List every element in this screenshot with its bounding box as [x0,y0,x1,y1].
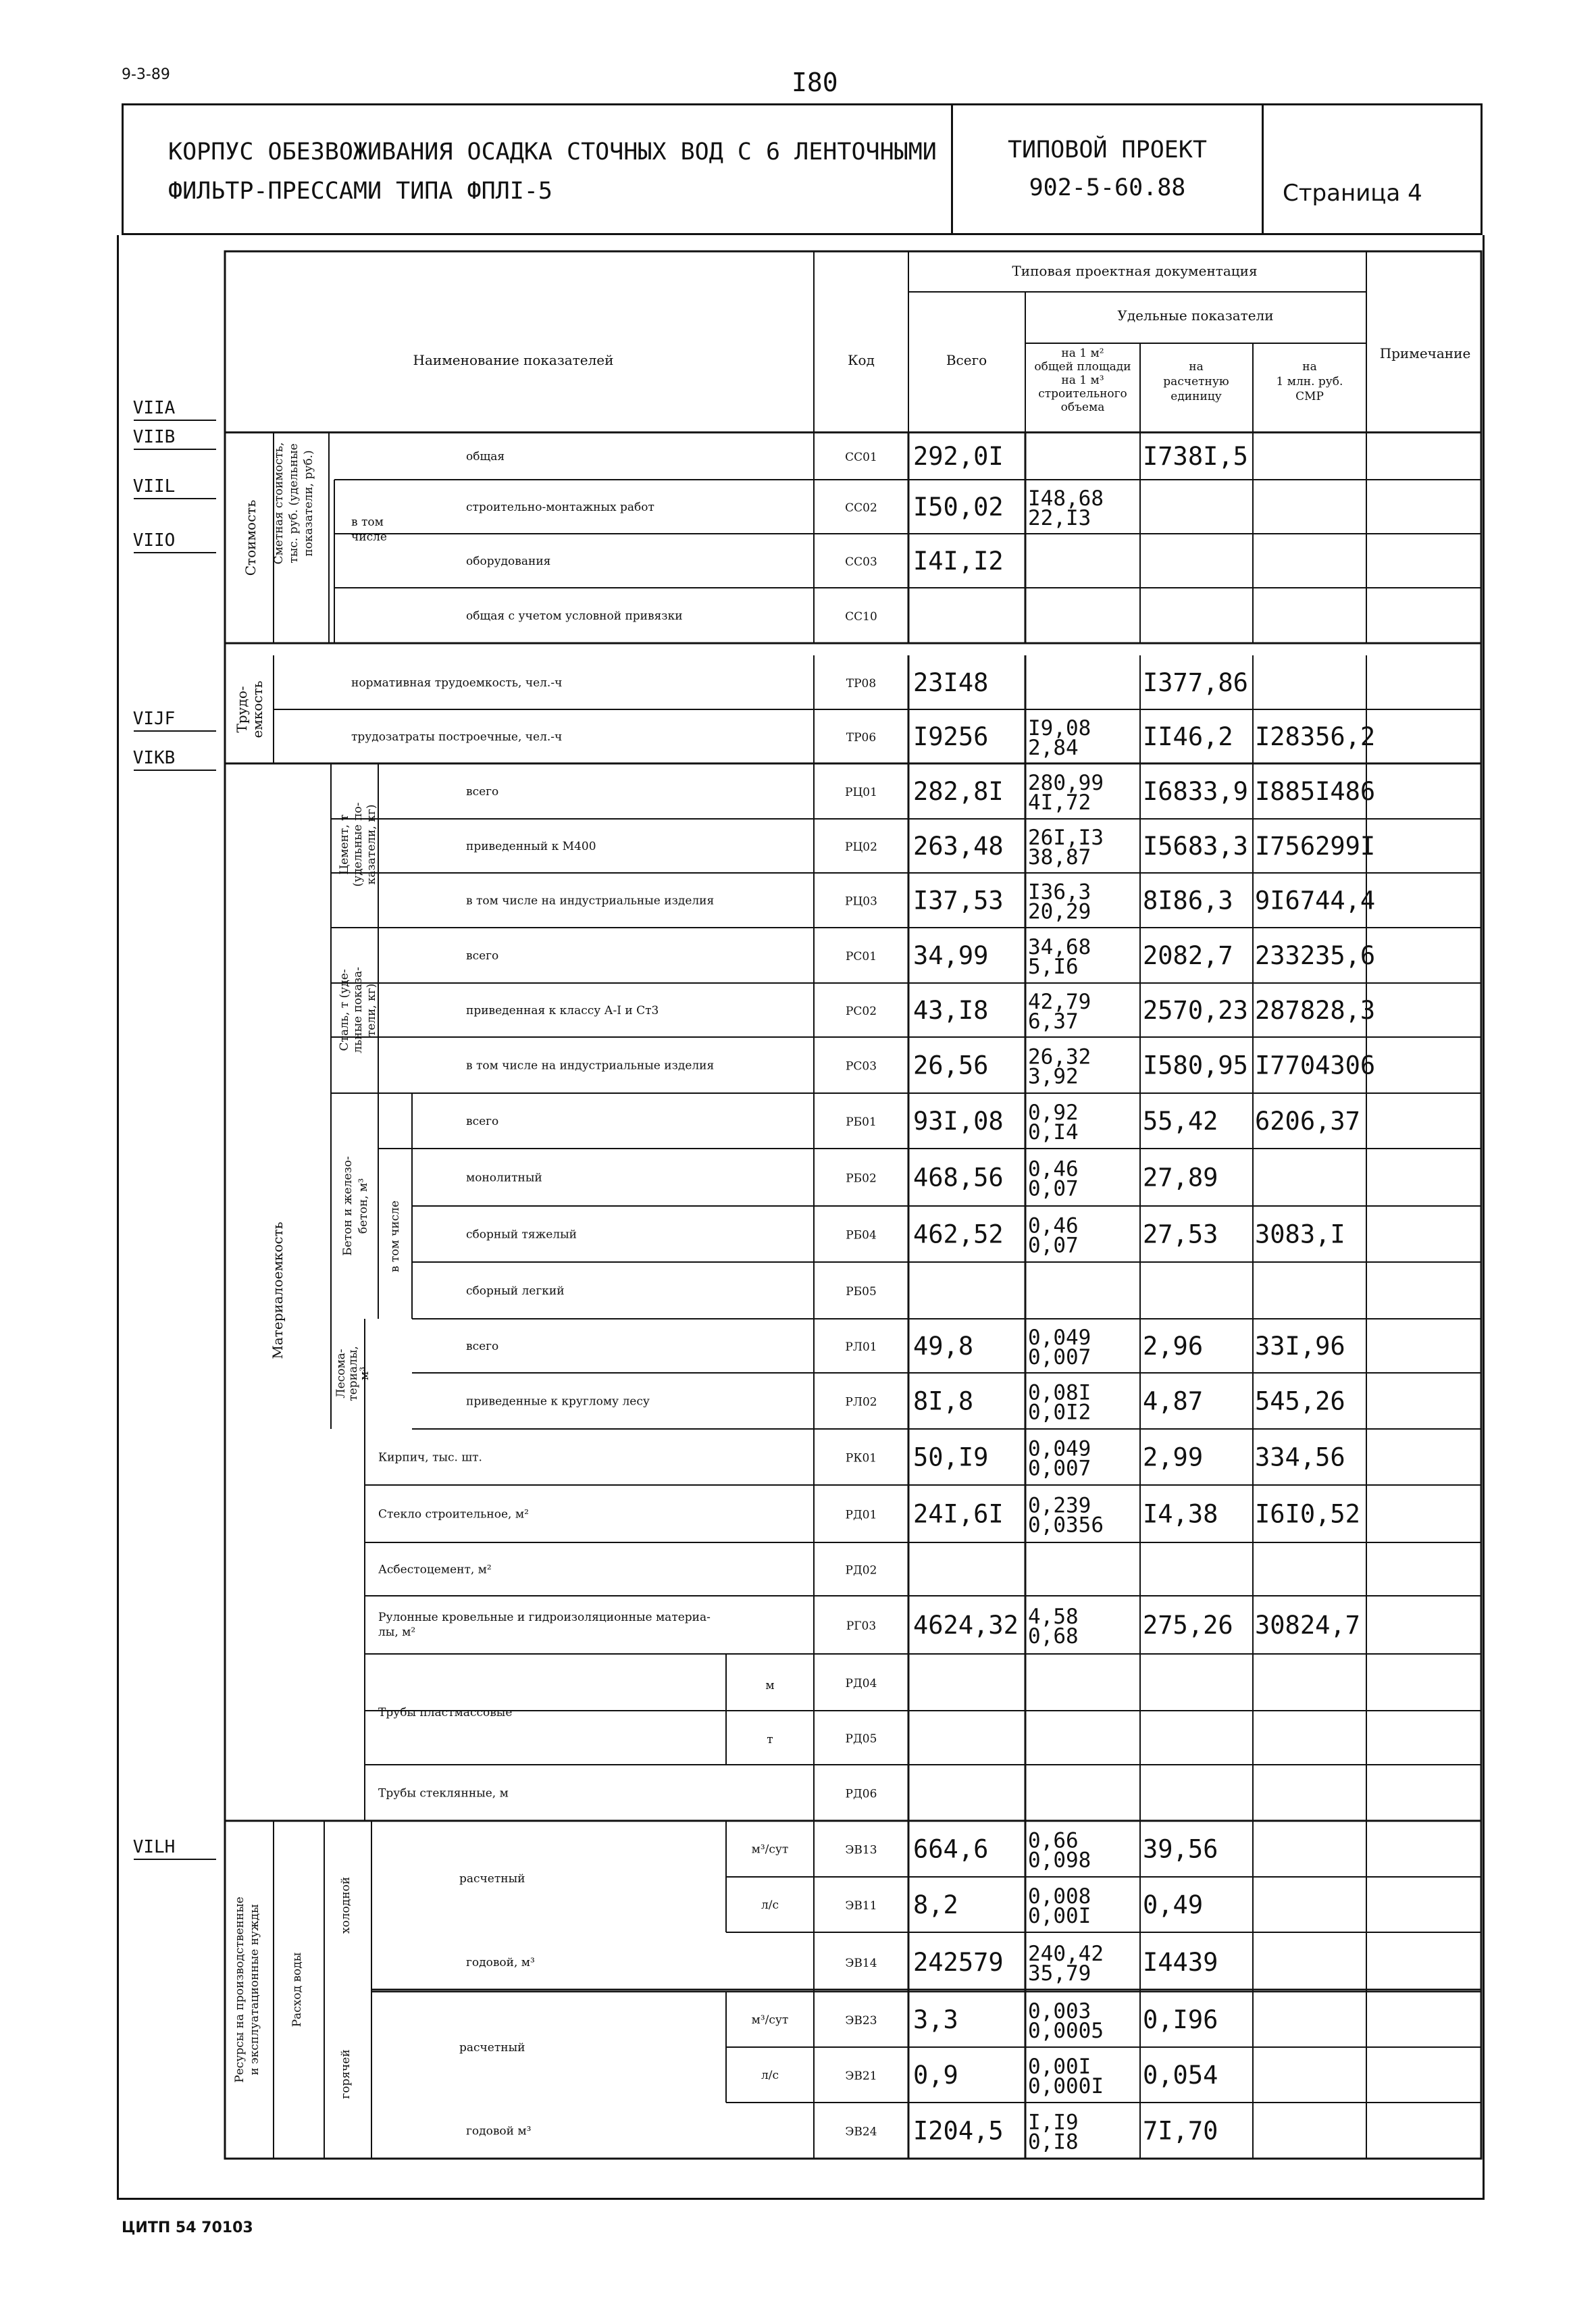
indicator-name: Кирпич, тыс. шт. [378,1451,482,1465]
value-total: 50,I9 [913,1442,989,1472]
col-header-per-unit: расчетную [1163,375,1229,388]
title-line-1: КОРПУС ОБЕЗВОЖИВАНИЯ ОСАДКА СТОЧНЫХ ВОД С 6 ЛЕНТОЧНЫМИ [168,139,937,166]
col-header-per-unit: единицу [1170,390,1222,403]
value-per-m3: 0,007 [1028,1345,1091,1369]
margin-label: VIIO [132,530,176,551]
value-total: I50,02 [913,493,1004,522]
group-label-cost: тыс. руб. (удельные [287,443,301,563]
value-per-m2: I48,68 [1028,486,1104,511]
page-number: I80 [792,68,838,97]
value-per-m2: 0,92 [1028,1101,1079,1125]
indicator-code: РК01 [845,1451,877,1465]
value-total: 93I,08 [913,1107,1004,1136]
group-label-wood: Лесома- [334,1349,348,1399]
title-line-2: ФИЛЬТР-ПРЕССАМИ ТИПА ФПЛI-5 [168,178,552,205]
indicator-name: годовой, м³ [466,1956,535,1969]
value-per-m3: 0,0356 [1028,1513,1104,1538]
value-total: 4624,32 [913,1611,1019,1640]
value-per-m2: 0,003 [1028,1999,1091,2023]
value-per-mln: 9I6744,4 [1255,886,1376,915]
value-per-m3: 0,007 [1028,1456,1091,1481]
value-per-m3: 5,I6 [1028,955,1079,979]
col-header-total: Всего [946,352,987,368]
value-per-unit: 0,I96 [1143,2005,1218,2034]
indicator-code: РБ04 [846,1228,877,1242]
group-label-concrete: бетон, м³ [357,1178,370,1234]
indicator-code: РБ05 [846,1285,877,1299]
value-total: 26,56 [913,1051,989,1080]
value-per-m2: 240,42 [1028,1942,1104,1966]
value-per-mln: I6I0,52 [1255,1499,1360,1529]
value-per-m3: 35,79 [1028,1961,1091,1986]
value-total: 664,6 [913,1834,989,1864]
indicator-code: РД02 [845,1563,877,1578]
col-header-code: Код [848,352,875,368]
value-per-m2: I,I9 [1028,2110,1079,2135]
value-total: 49,8 [913,1332,974,1361]
value-per-unit: I4,38 [1143,1499,1218,1529]
value-per-m2: 4,58 [1028,1605,1079,1629]
value-per-m2: 26,32 [1028,1045,1091,1070]
indicator-name: Трубы стеклянные, м [378,1786,509,1801]
value-per-unit: 2570,23 [1143,996,1248,1025]
value-per-m3: 22,I3 [1028,506,1091,530]
col-header-per-m2: общей площади [1034,360,1131,374]
group-label-water: Расход воды [290,1952,304,2028]
value-total: 8,2 [913,1890,958,1919]
footer-code: ЦИТП 54 70103 [122,2219,253,2236]
value-total: 24I,6I [913,1499,1004,1529]
indicator-code: РД04 [845,1677,877,1690]
group-label-steel: Сталь, т (уде- [338,969,351,1051]
value-per-unit: 8I86,3 [1143,886,1233,915]
value-per-unit: 4,87 [1143,1386,1204,1416]
value-per-mln: 233235,6 [1255,941,1376,970]
indicator-name: общая с учетом условной привязки [466,609,683,623]
indicator-name: Рулонные кровельные и гидроизоляционные материа- [378,1611,711,1624]
value-per-m2: 0,46 [1028,1213,1079,1238]
value-per-m2: 34,68 [1028,935,1091,959]
value-per-m3: 0,68 [1028,1624,1079,1649]
indicator-name: годовой м³ [466,2124,532,2138]
col-header-per-m2: на 1 м³ [1061,374,1104,387]
value-per-m3: 0,000I [1028,2074,1104,2098]
col-header-specific: Удельные показатели [1117,307,1274,324]
indicator-code: РС01 [845,950,877,963]
group-label-steel: льные показа- [351,967,365,1053]
indicator-code: ЭВ24 [845,2125,877,2139]
value-per-unit: I738I,5 [1143,442,1248,471]
indicator-name: Асбестоцемент, м² [378,1563,492,1577]
value-per-mln: I885I486 [1255,777,1376,806]
value-per-m3: 4I,72 [1028,790,1091,815]
page-label: Страница 4 [1283,180,1422,207]
value-per-mln: 334,56 [1255,1442,1345,1472]
indicator-code: ЭВ13 [845,1843,877,1857]
indicator-name: строительно-монтажных работ [466,501,654,514]
col-header-per-m2: на 1 м² [1061,347,1104,360]
group-label-resources: и эксплуатационные нужды [248,1904,261,2076]
group-label-wood: териалы, [346,1346,360,1401]
value-per-unit: 2082,7 [1143,941,1233,970]
col-header-per-mln: СМР [1295,390,1324,403]
margin-label: VIJF [132,709,176,729]
col-header-name: Наименование показателей [413,352,614,368]
value-per-unit: II46,2 [1143,722,1233,751]
value-per-m3: 0,07 [1028,1233,1079,1258]
value-per-m2: I36,3 [1028,880,1091,905]
group-label-wood: м³ [358,1366,371,1381]
value-total: 34,99 [913,941,989,970]
value-total: I37,53 [913,886,1004,915]
unit-label: т [767,1733,773,1746]
calc-cold-label: расчетный [459,1872,525,1886]
value-per-m3: 20,29 [1028,899,1091,924]
indicator-code: РБ01 [846,1115,877,1129]
col-header-group: Типовая проектная документация [1012,263,1258,279]
value-per-mln: I7704306 [1255,1051,1376,1080]
indicator-code: СС02 [845,501,877,515]
indicator-code: ЭВ14 [845,1957,877,1970]
value-per-mln: I756299I [1255,832,1376,861]
margin-label: VIIB [132,427,176,447]
unit-label: м [765,1679,775,1692]
value-per-m3: 0,0I2 [1028,1400,1091,1425]
value-per-mln: I28356,2 [1255,722,1376,751]
value-total: 292,0I [913,442,1004,471]
indicator-name: м³/сут [751,2013,789,2027]
group-label-steel: тели, кг) [365,983,378,1037]
value-per-mln: 545,26 [1255,1386,1345,1416]
value-total: 263,48 [913,832,1004,861]
value-per-m3: 0,07 [1028,1176,1079,1201]
indicator-name: приведенный к М400 [466,840,596,853]
indicator-name: приведенная к классу А-I и Ст3 [466,1004,659,1017]
calc-hot-label: расчетный [459,2041,525,2055]
group-label-cement: (удельные по- [351,802,365,887]
indicator-code: ЭВ23 [845,2014,877,2028]
value-total: 468,56 [913,1163,1004,1192]
value-total: I204,5 [913,2116,1004,2146]
indicator-code: РД05 [845,1732,877,1746]
group-label-concrete: Бетон и железо- [341,1156,355,1256]
indicator-code: СС01 [845,451,877,464]
group-label-incl: в том [351,515,384,529]
value-total: 462,52 [913,1219,1004,1249]
col-header-note: Примечание [1379,345,1471,361]
table-text [133,263,1471,2155]
value-per-m3: 0,0005 [1028,2019,1104,2043]
value-per-unit: 0,054 [1143,2061,1218,2090]
value-per-m2: 0,08I [1028,1380,1091,1405]
value-total: 282,8I [913,777,1004,806]
value-per-m3: 38,87 [1028,845,1091,870]
indicator-name: сборный легкий [466,1284,565,1298]
col-header-per-mln: на [1302,360,1317,374]
indicator-name: нормативная трудоемкость, чел.-ч [351,676,563,690]
margin-label: VIKB [132,748,176,768]
project-number: 902-5-60.88 [1029,174,1186,201]
indicator-code: ЭВ11 [845,1899,877,1913]
value-total: 8I,8 [913,1386,974,1416]
value-per-unit: I5683,3 [1143,832,1248,861]
indicator-code: РД06 [845,1787,877,1801]
indicator-name: м³/сут [751,1842,789,1857]
group-label-cement: казатели, кг) [365,804,378,885]
col-header-per-m2: строительного [1038,387,1127,401]
indicator-name: л/с [761,1898,779,1912]
value-per-mln: 6206,37 [1255,1107,1360,1136]
margin-label: VIIL [132,476,176,497]
value-per-m3: 0,I8 [1028,2130,1079,2155]
group-label-labor: емкость [249,680,265,738]
group-label-concrete-incl: в том числе [388,1200,402,1273]
indicator-name: монолитный [466,1171,542,1185]
value-per-m3: 0,00I [1028,1904,1091,1928]
value-per-unit: 2,96 [1143,1332,1204,1361]
value-total: I9256 [913,722,989,751]
margin-label: VIIA [132,398,176,418]
indicator-code: СС10 [845,610,877,624]
indicator-name: всего [466,949,499,963]
value-per-m3: 0,098 [1028,1848,1091,1873]
indicator-code: РС02 [845,1005,877,1018]
pipes-plastic-label: Трубы пластмассовые [378,1706,513,1719]
value-per-unit: I377,86 [1143,668,1248,697]
value-per-m2: I9,08 [1028,716,1091,740]
group-label-hot: горячей [339,2049,353,2099]
document-code: 9-3-89 [122,66,170,83]
value-per-unit: I4439 [1143,1948,1218,1977]
indicator-name: в том числе на индустриальные изделия [466,894,715,908]
indicator-name: в том числе на индустриальные изделия [466,1059,715,1073]
table-grid [134,251,1481,2159]
project-label: ТИПОВОЙ ПРОЕКТ [1007,136,1207,164]
value-per-m2: 42,79 [1028,990,1091,1014]
indicator-code: РГ03 [846,1619,877,1633]
value-per-m2: 0,049 [1028,1436,1091,1461]
indicator-name: трудозатраты построечные, чел.-ч [351,730,563,744]
value-total: 23I48 [913,668,989,697]
margin-label: VILH [132,1837,176,1857]
indicator-name: Стекло строительное, м² [378,1507,529,1521]
value-per-unit: 55,42 [1143,1107,1218,1136]
value-per-m3: 2,84 [1028,736,1079,760]
indicator-name: лы, м² [378,1626,416,1639]
indicator-code: РД01 [845,1508,877,1522]
indicator-name: всего [466,1115,499,1128]
value-total: 0,9 [913,2061,958,2090]
value-per-m2: 0,00I [1028,2055,1091,2079]
group-label-resources: Ресурсы на производственные [233,1896,247,2083]
indicator-code: РЛ01 [845,1340,877,1354]
indicator-name: всего [466,785,499,799]
indicator-code: ТР08 [846,677,877,690]
header-box [225,251,1481,432]
value-per-m2: 26I,I3 [1028,826,1104,850]
indicator-code: РЦ03 [845,895,877,909]
indicator-code: РЦ02 [845,840,877,854]
group-label-cost: Стоимость [242,499,259,576]
indicator-code: РЦ01 [845,786,877,799]
value-per-unit: 27,53 [1143,1219,1218,1249]
col-header-per-m2: объема [1060,401,1105,414]
value-per-unit: 7I,70 [1143,2116,1218,2146]
value-per-m3: 0,I4 [1028,1120,1079,1145]
value-per-m2: 280,99 [1028,771,1104,795]
col-header-per-unit: на [1189,360,1204,374]
value-per-m2: 0,008 [1028,1884,1091,1909]
value-per-m2: 0,46 [1028,1157,1079,1182]
value-per-unit: I580,95 [1143,1051,1248,1080]
value-per-m2: 0,049 [1028,1326,1091,1350]
value-total: I4I,I2 [913,547,1004,576]
value-per-unit: I6833,9 [1143,777,1248,806]
indicator-code: СС03 [845,555,877,569]
indicator-code: РБ02 [846,1172,877,1186]
indicator-name: приведенные к круглому лесу [466,1394,650,1409]
value-per-unit: 27,89 [1143,1163,1218,1192]
value-per-unit: 275,26 [1143,1611,1233,1640]
group-label-labor: Трудо- [234,686,250,733]
group-label-material: Материалоемкость [269,1222,286,1359]
value-per-m2: 0,66 [1028,1828,1079,1853]
group-label-cement: Цемент, т [338,814,351,875]
indicator-code: ЭВ21 [845,2069,877,2083]
indicator-code: РЛ02 [845,1395,877,1409]
indicator-code: РС03 [845,1059,877,1074]
value-per-mln: 3083,I [1255,1219,1345,1249]
value-total: 43,I8 [913,996,989,1025]
col-header-per-mln: 1 млн. руб. [1276,375,1343,388]
value-per-mln: 287828,3 [1255,996,1376,1025]
indicator-name: л/с [761,2069,779,2082]
value-per-mln: 33I,96 [1255,1332,1345,1361]
value-total: 3,3 [913,2005,958,2034]
value-total: 242579 [913,1948,1004,1977]
value-per-unit: 2,99 [1143,1442,1204,1472]
indicator-name: оборудования [466,555,551,568]
value-per-unit: 0,49 [1143,1890,1204,1919]
value-per-m3: 3,92 [1028,1064,1079,1089]
group-label-incl: числе [351,530,387,544]
indicator-code: ТР06 [846,731,877,745]
group-label-cost: показатели, руб.) [302,450,315,557]
group-label-cost: Сметная стоимость, [272,442,286,565]
value-per-unit: 39,56 [1143,1834,1218,1864]
value-per-m2: 0,239 [1028,1493,1091,1518]
group-label-cold: холодной [339,1876,353,1934]
indicator-name: сборный тяжелый [466,1228,577,1242]
value-per-m3: 6,37 [1028,1009,1079,1034]
value-per-mln: 30824,7 [1255,1611,1360,1640]
indicator-name: всего [466,1340,499,1353]
indicator-name: общая [466,450,505,463]
